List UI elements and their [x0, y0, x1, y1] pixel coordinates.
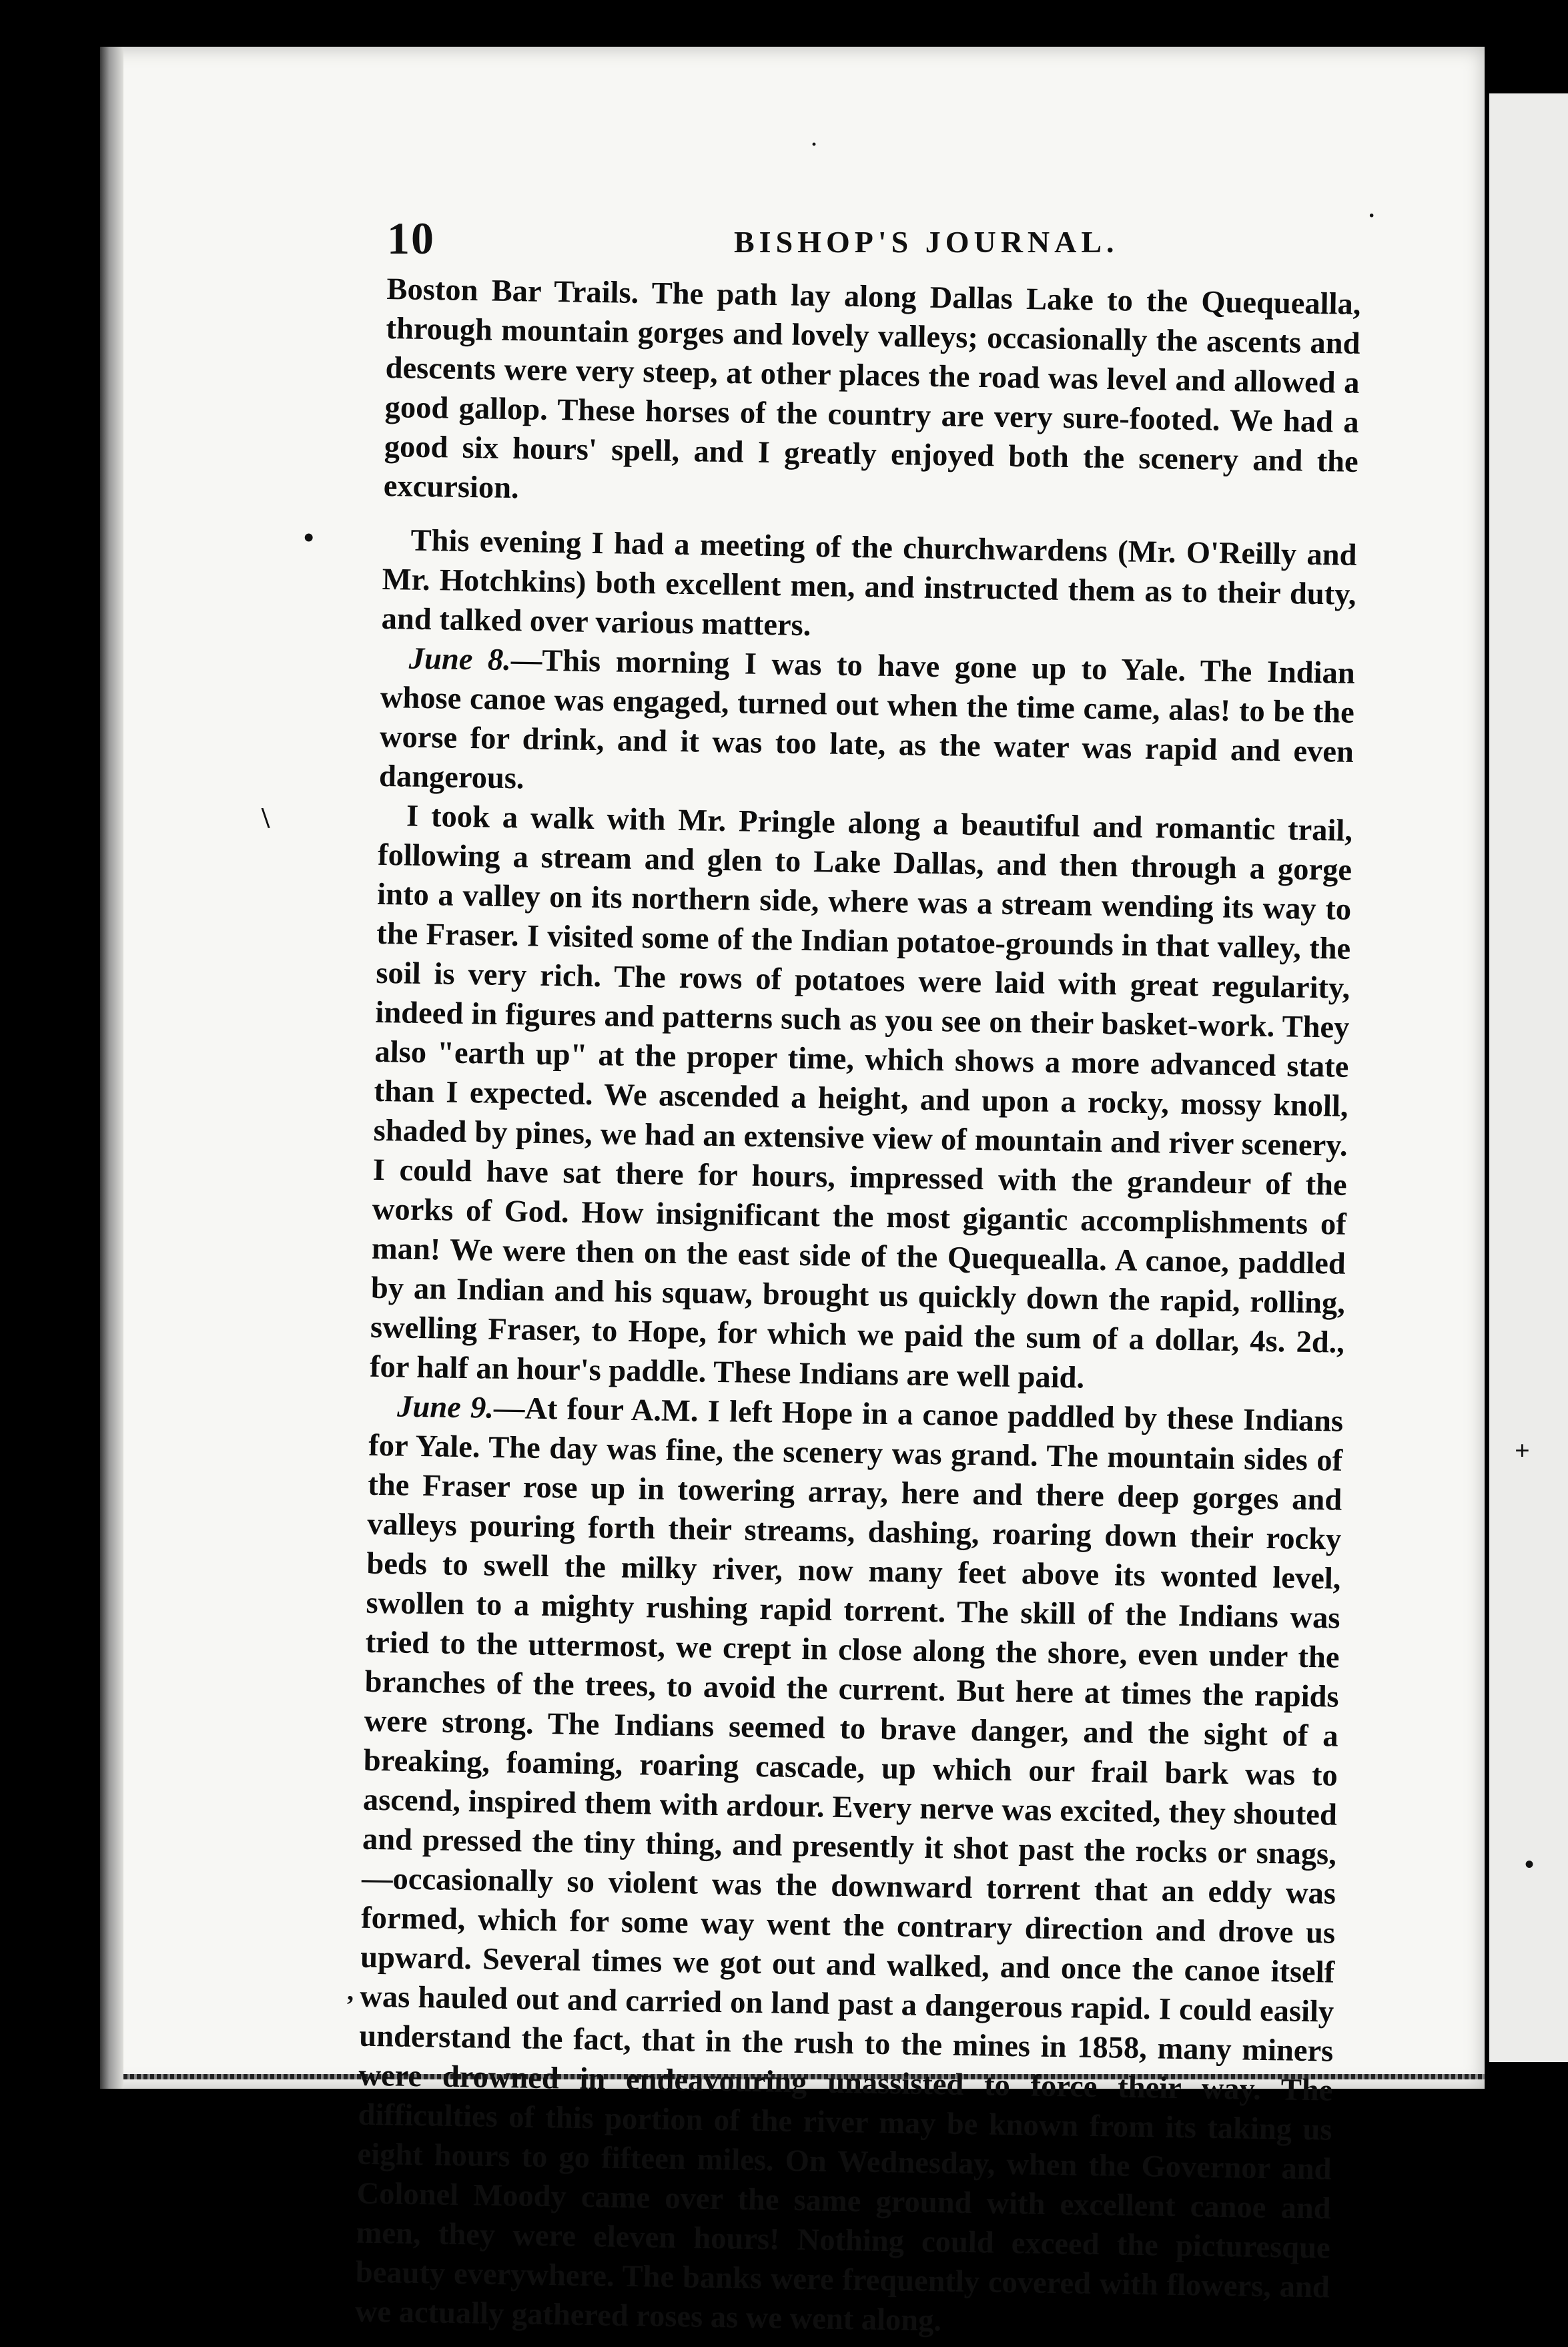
ink-speck: • — [1525, 1849, 1535, 1879]
running-title: BISHOP'S JOURNAL. — [734, 225, 1119, 259]
facing-page-sliver — [1489, 93, 1568, 2062]
paragraph-text: —At four A.M. I left Hope in a canoe paddled by these Indians for Yale. The day was fine, the scenery was grand. The mountain sides of the Fraser rose up in towering array, here and there deep gorges and valleys pouring forth their streams, dashing, roaring down their rocky beds to swell the milky river, now many feet above its wonted level, swollen to a mighty rushing rapid torrent. The skill of the Indians was tried to the uttermost, we crept in close along the shore, even under the branches of the trees, to avoid the current. But here at times the rapids were strong. The Indians seemed to brave danger, and the sight of a breaking, foaming, roaring cascade, up which our frail bark was to ascend, inspired them with ardour. Every nerve was excited, they shouted and pressed the tiny thing, and presently it shot past the rocks or snags,—occasionally so violent was the downward torrent that an eddy was formed, which for some way went the contrary direction and drove us upward. Several times we got out and walked, and once the canoe itself was hauled out and carried on land past a dangerous rapid. I could easily understand the fact, that in the rush to the mines in 1858, many miners were drowned in endeavouring unassisted to force their way. The difficulties of this portion of the river may be known from its taking us eight hours to go fifteen miles. On Wednesday, when the Governor and Colonel Moody came over the same ground with excellent canoe and men, they were eleven hours! Nothing could exceed the picturesque beauty everywhere. The banks were frequently covered with flowers, and we actually gathered roses as we went along. — [354, 1391, 1344, 2338]
paragraph-text: This evening I had a meeting of the churchwardens (Mr. O'Reilly and Mr. Hotchkins) both excellent men, and instructed them as to their duty, and talked over various matters. — [381, 523, 1357, 643]
paragraph — [379, 639, 1356, 811]
ink-speck: \ — [262, 801, 270, 834]
paragraph — [381, 521, 1357, 654]
paragraph — [383, 270, 1360, 521]
ink-speck: , — [347, 1976, 354, 2006]
ink-speck: · — [1368, 204, 1376, 228]
journal-text — [354, 270, 1360, 2347]
page-header — [387, 212, 1521, 272]
ink-speck: • — [304, 521, 314, 554]
paragraph-text: Boston Bar Trails. The path lay along Dallas Lake to the Quequealla, through mountain gorges and lovely valleys; occasionally the ascents and descents were very steep, at other places the road was level and allowed a good gallop. These horses of the country are very sure-footed. We had a good six hours' spell, and I greatly enjoyed both the scenery and the excursion. — [383, 272, 1361, 506]
ink-speck: · — [811, 133, 818, 155]
paragraph-text: I took a walk with Mr. Pringle along a beautiful and romantic trail, following a stream and glen to Lake Dallas, and then through a gorge into a valley on its northern side, where was a stream wending its way to the Fraser. I visited some of the Indian potatoe-grounds in that valley, the soil is very rich. The rows of potatoes were laid with great regularity, indeed in figures and patterns such as you see on their basket-work. They also "earth up" at the proper time, which shows a more advanced state than I expected. We ascended a height, and upon a rocky, mossy knoll, shaded by pines, we had an extensive view of mountain and river scenery. I could have sat there for hours, impressed with the grandeur of the works of God. How insignificant the most gigantic accomplishments of man! We were then on the east side of the Quequealla. A canoe, paddled by an Indian and his squaw, brought us quickly down the rapid, rolling, swelling Fraser, to Hope, for which we paid the sum of a dollar, 4s. 2d., for half an hour's paddle. These Indians are well paid. — [369, 799, 1353, 1395]
paragraph — [370, 796, 1353, 1402]
entry-date: June 8. — [408, 641, 512, 677]
ink-speck: + — [1515, 1435, 1530, 1465]
page-number: 10 — [387, 213, 435, 264]
paragraph-text: —This morning I was to have gone up to Yale. The Indian whose canoe was engaged, turned out when the time came, alas! to be the worse for drink, and it was too late, as the water was rapid and even dangerous. — [378, 643, 1356, 796]
paragraph — [354, 1387, 1343, 2347]
entry-date: June 9. — [396, 1389, 494, 1425]
page-gutter-shadow — [100, 47, 123, 2089]
